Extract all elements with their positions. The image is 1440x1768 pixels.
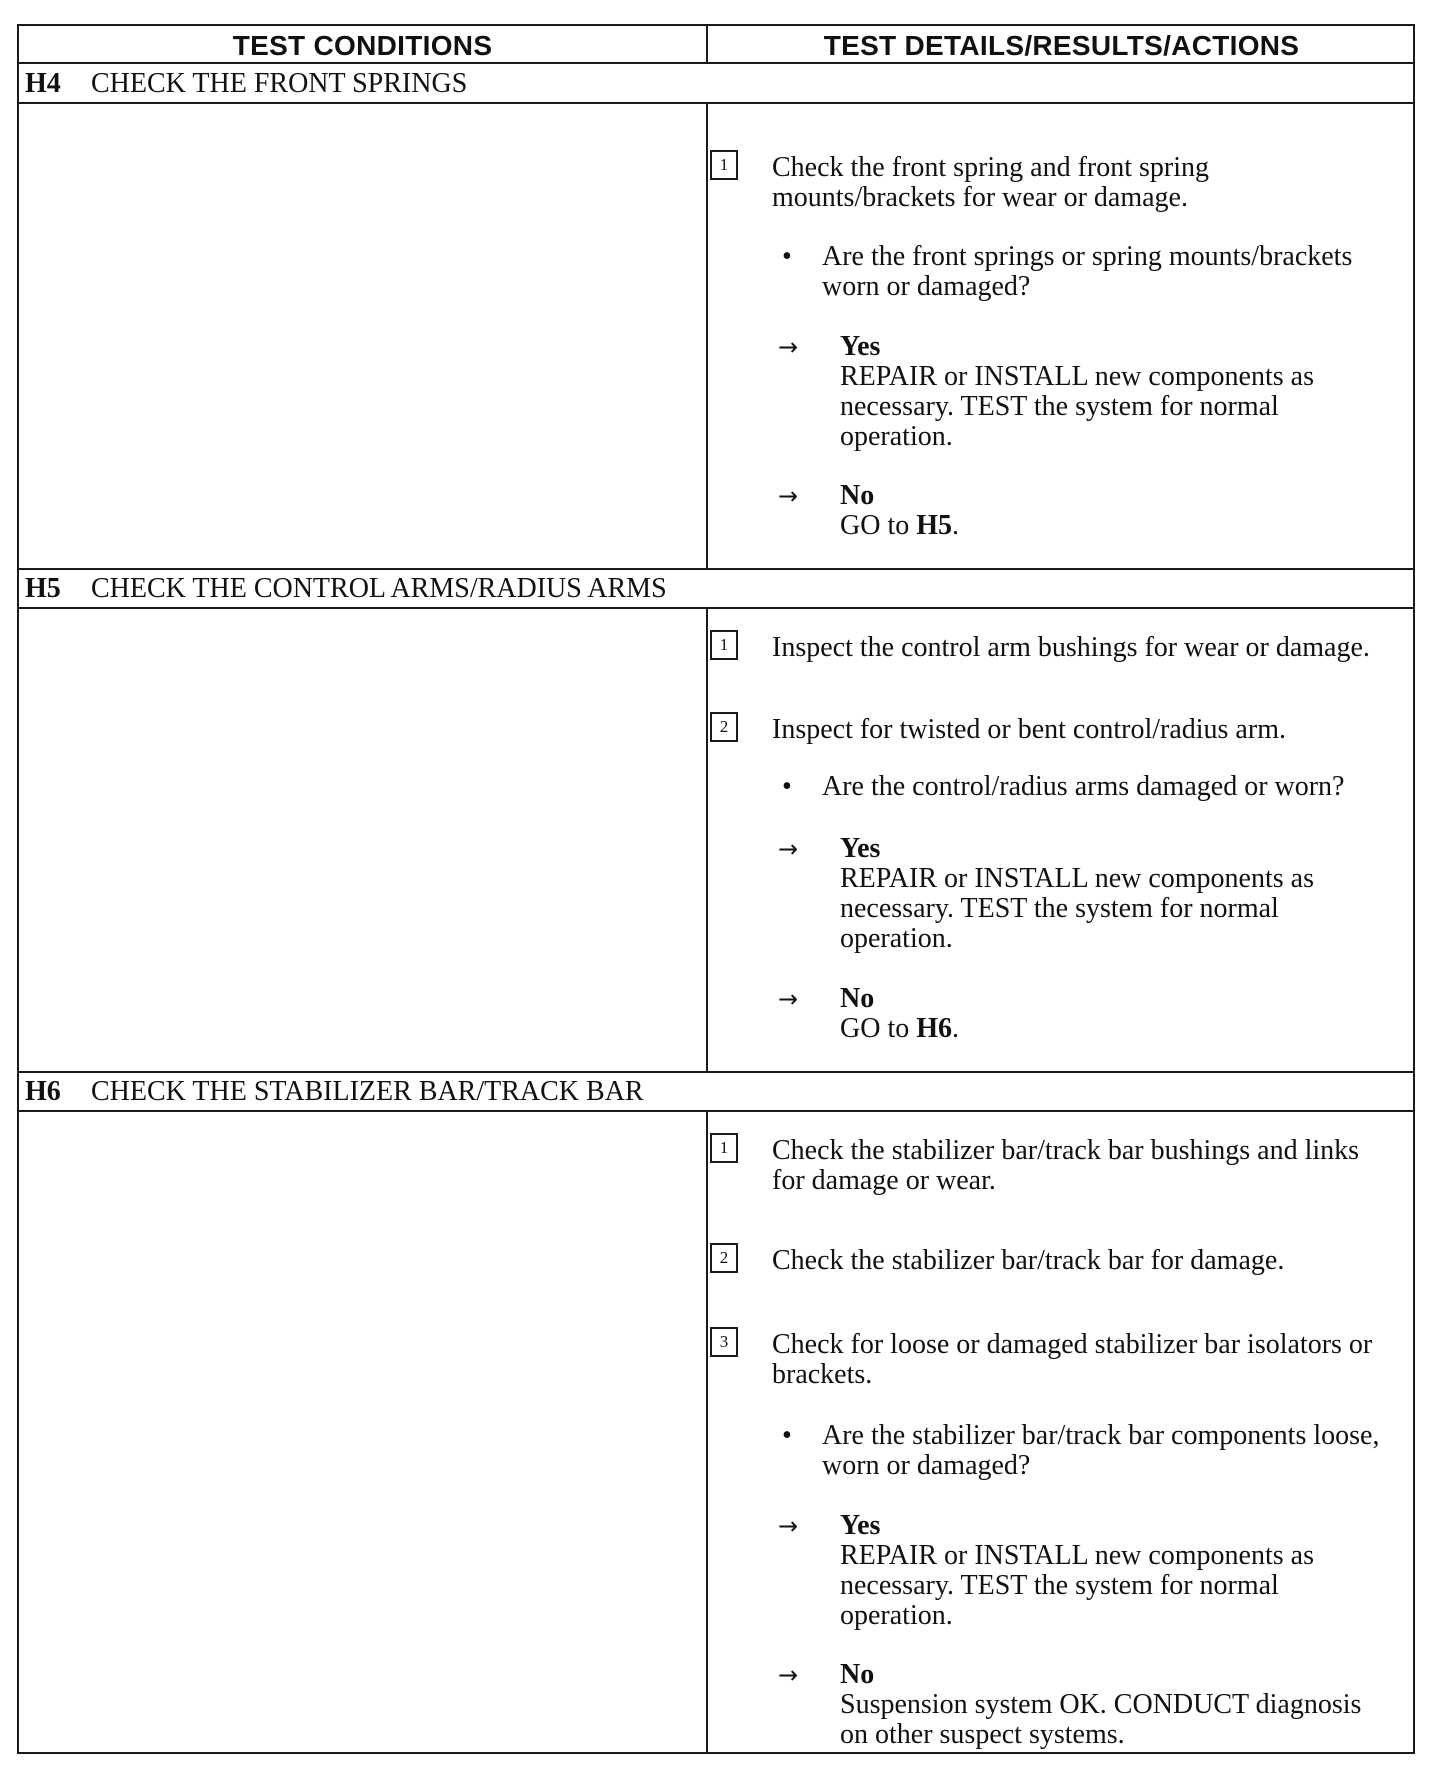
arrow-right-icon: → — [778, 333, 799, 361]
step-number-box: 3 — [710, 1327, 738, 1357]
answer-action: REPAIR or INSTALL new components as necessary. TEST the system for normal operation. — [840, 1540, 1314, 1631]
action-prefix: GO to — [840, 510, 917, 541]
question-text: Are the front springs or spring mounts/brackets worn or damaged? — [822, 241, 1353, 302]
row-divider — [19, 102, 1413, 104]
answer-action: REPAIR or INSTALL new components as necessary. TEST the system for normal operation. — [840, 361, 1314, 452]
section-code: H6 — [25, 1076, 61, 1107]
answer-label: No — [840, 1659, 875, 1690]
answer-no-h6 — [774, 1660, 1394, 1752]
section-code: H5 — [25, 573, 61, 604]
question-text: Are the stabilizer bar/track bar components loose, worn or damaged? — [822, 1420, 1380, 1481]
answer-no-h5 — [774, 984, 1394, 1044]
column-divider — [706, 1110, 708, 1754]
answer-label: Yes — [840, 833, 881, 864]
answer-action — [840, 1014, 1380, 1044]
section-title-text: CHECK THE FRONT SPRINGS — [91, 68, 468, 99]
row-divider — [19, 1110, 1413, 1112]
action-reference: H6 — [916, 1013, 953, 1044]
step-number-box: 1 — [710, 150, 738, 180]
answer-yes-h5 — [774, 834, 1394, 954]
section-title-h4 — [25, 64, 467, 102]
step-text: Check the stabilizer bar/track bar for damage. — [772, 1245, 1285, 1276]
action-reference: H5 — [916, 510, 953, 541]
header-test-conditions: TEST CONDITIONS — [232, 30, 493, 61]
column-divider — [706, 102, 708, 570]
section-title-text: CHECK THE CONTROL ARMS/RADIUS ARMS — [91, 573, 667, 604]
arrow-right-icon: → — [778, 835, 799, 863]
answer-action: Suspension system OK. CONDUCT diagnosis on other suspect systems. — [840, 1689, 1362, 1750]
section-title-h5 — [25, 569, 667, 607]
bullet-icon: • — [782, 241, 792, 272]
section-code: H4 — [25, 68, 61, 99]
action-suffix: . — [952, 1013, 960, 1044]
arrow-right-icon: → — [778, 1512, 799, 1540]
arrow-right-icon: → — [778, 482, 799, 510]
section-title-h6 — [25, 1072, 644, 1110]
answer-label: No — [840, 983, 875, 1014]
step-number-box: 2 — [710, 1243, 738, 1273]
step-text: Check the front spring and front spring mounts/brackets for wear or damage. — [772, 152, 1210, 213]
answer-yes-h4 — [774, 332, 1394, 452]
step-number-box: 1 — [710, 630, 738, 660]
answer-action — [840, 511, 1380, 541]
bullet-icon: • — [782, 771, 792, 802]
action-prefix: GO to — [840, 1013, 917, 1044]
step-number-box: 2 — [710, 712, 738, 742]
bullet-icon: • — [782, 1420, 792, 1451]
step-text: Check for loose or damaged stabilizer bar isolators or brackets. — [772, 1329, 1373, 1390]
answer-label: Yes — [840, 1510, 881, 1541]
step-number-box: 1 — [710, 1133, 738, 1163]
arrow-right-icon: → — [778, 1661, 799, 1689]
column-divider — [706, 607, 708, 1073]
section-title-text: CHECK THE STABILIZER BAR/TRACK BAR — [91, 1076, 644, 1107]
arrow-right-icon: → — [778, 985, 799, 1013]
header-test-details: TEST DETAILS/RESULTS/ACTIONS — [823, 30, 1300, 61]
answer-no-h4 — [774, 481, 1394, 541]
step-text: Inspect the control arm bushings for wear or damage. — [772, 632, 1370, 663]
answer-label: No — [840, 480, 875, 511]
row-divider — [19, 607, 1413, 609]
answer-yes-h6 — [774, 1511, 1394, 1631]
answer-label: Yes — [840, 331, 881, 362]
action-suffix: . — [952, 510, 960, 541]
question-text: Are the control/radius arms damaged or worn? — [822, 771, 1345, 802]
column-divider — [706, 26, 708, 64]
step-text: Inspect for twisted or bent control/radius arm. — [772, 714, 1286, 745]
step-text: Check the stabilizer bar/track bar bushings and links for damage or wear. — [772, 1135, 1360, 1196]
answer-action: REPAIR or INSTALL new components as necessary. TEST the system for normal operation. — [840, 863, 1314, 954]
